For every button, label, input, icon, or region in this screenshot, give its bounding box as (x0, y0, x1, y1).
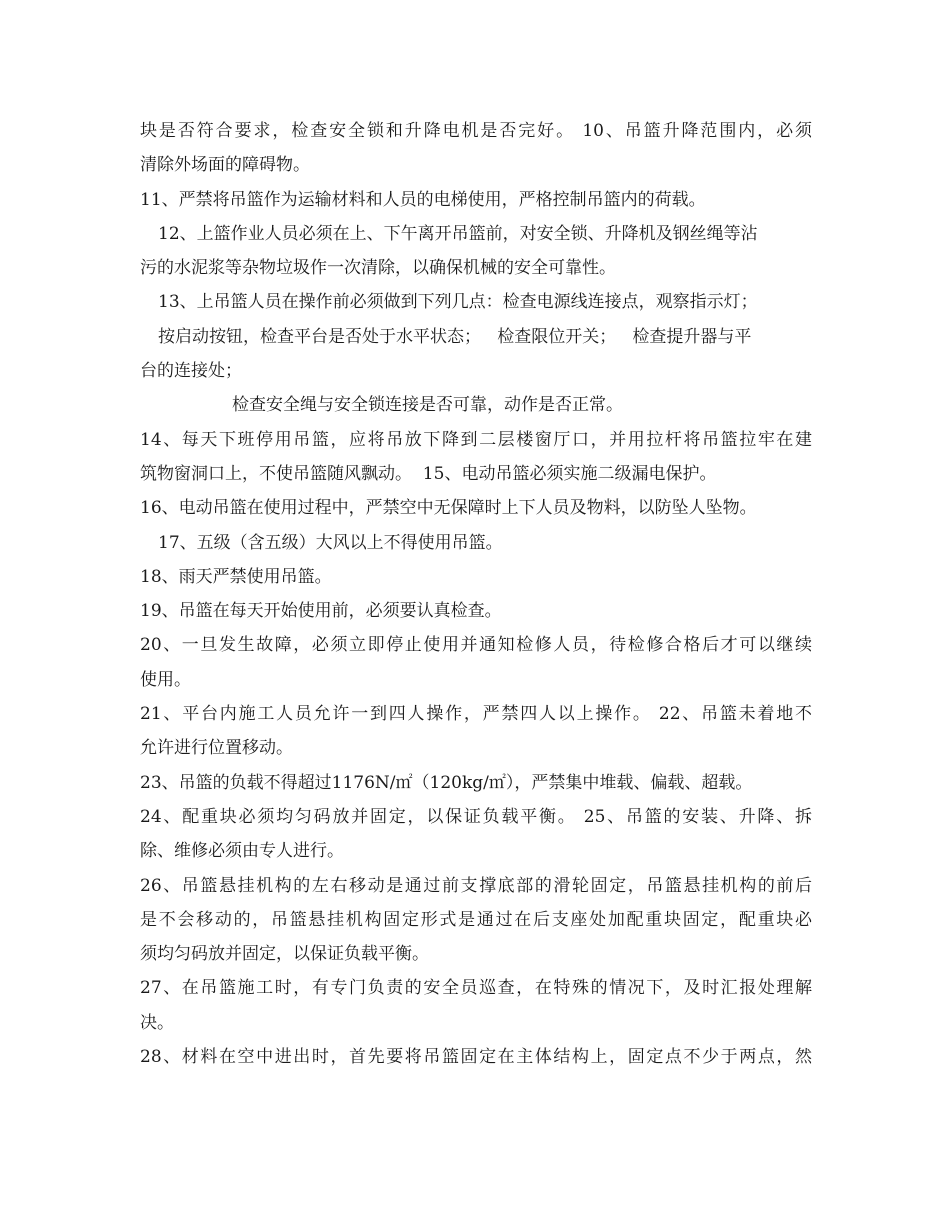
text-line: 20、一旦发生故障，必须立即停止使用并通知检修人员，待检修合格后才可以继续 (140, 635, 812, 656)
text-line: 12、上篮作业人员必须在上、下午离开吊篮前，对安全锁、升降机及钢丝绳等沾 (158, 223, 758, 244)
text-line: 23、吊篮的负载不得超过1176N/㎡（120kg/㎡），严禁集中堆载、偏载、超载。 (140, 772, 753, 793)
text-line: 13、上吊篮人员在操作前必须做到下列几点：检查电源线连接点，观察指示灯； (158, 292, 758, 313)
text-line: 27、在吊篮施工时，有专门负责的安全员巡查，在特殊的情况下，及时汇报处理解 (140, 978, 812, 999)
text-line: 台的连接处； (140, 361, 242, 382)
text-line: 26、吊篮悬挂机构的左右移动是通过前支撑底部的滑轮固定，吊篮悬挂机构的前后 (140, 875, 812, 896)
text-line: 清除外场面的障碍物。 (140, 155, 310, 176)
text-line: 检查安全绳与安全锁连接是否可靠，动作是否正常。 (232, 395, 623, 416)
text-line: 24、配重块必须均匀码放并固定，以保证负载平衡。 25、吊篮的安装、升降、拆 (140, 806, 812, 827)
text-line: 块是否符合要求，检查安全锁和升降电机是否完好。 10、吊篮升降范围内，必须 (140, 121, 812, 141)
text-line: 允许进行位置移动。 (140, 738, 293, 759)
text-line: 筑物窗洞口上，不使吊篮随风飘动。 15、电动吊篮必须实施二级漏电保护。 (140, 463, 717, 484)
text-line: 21、平台内施工人员允许一到四人操作，严禁四人以上操作。 22、吊篮未着地不 (140, 704, 812, 725)
text-line: 是不会移动的，吊篮悬挂机构固定形式是通过在后支座处加配重块固定，配重块必 (140, 909, 812, 930)
text-line: 须均匀码放并固定，以保证负载平衡。 (140, 944, 429, 965)
text-line: 按启动按钮，检查平台是否处于水平状态； 检查限位开关； 检查提升器与平 (158, 326, 752, 347)
text-line: 17、五级（含五级）大风以上不得使用吊篮。 (158, 532, 503, 553)
text-line: 决。 (140, 1012, 174, 1033)
text-line: 使用。 (140, 669, 191, 690)
text-line: 28、材料在空中进出时，首先要将吊篮固定在主体结构上，固定点不少于两点，然 (140, 1047, 812, 1068)
text-line: 除、维修必须由专人进行。 (140, 841, 344, 862)
document-body (140, 114, 812, 1074)
text-line: 14、每天下班停用吊篮，应将吊放下降到二层楼窗厅口，并用拉杆将吊篮拉牢在建 (140, 429, 812, 450)
text-line: 污的水泥浆等杂物垃圾作一次清除，以确保机械的安全可靠性。 (140, 258, 616, 279)
text-line: 19、吊篮在每天开始使用前，必须要认真检查。 (140, 601, 502, 622)
text-line: 11、严禁将吊篮作为运输材料和人员的电梯使用，严格控制吊篮内的荷载。 (140, 189, 706, 210)
text-line: 16、电动吊篮在使用过程中，严禁空中无保障时上下人员及物料，以防坠人坠物。 (140, 498, 757, 519)
text-line: 18、雨天严禁使用吊篮。 (140, 566, 332, 587)
